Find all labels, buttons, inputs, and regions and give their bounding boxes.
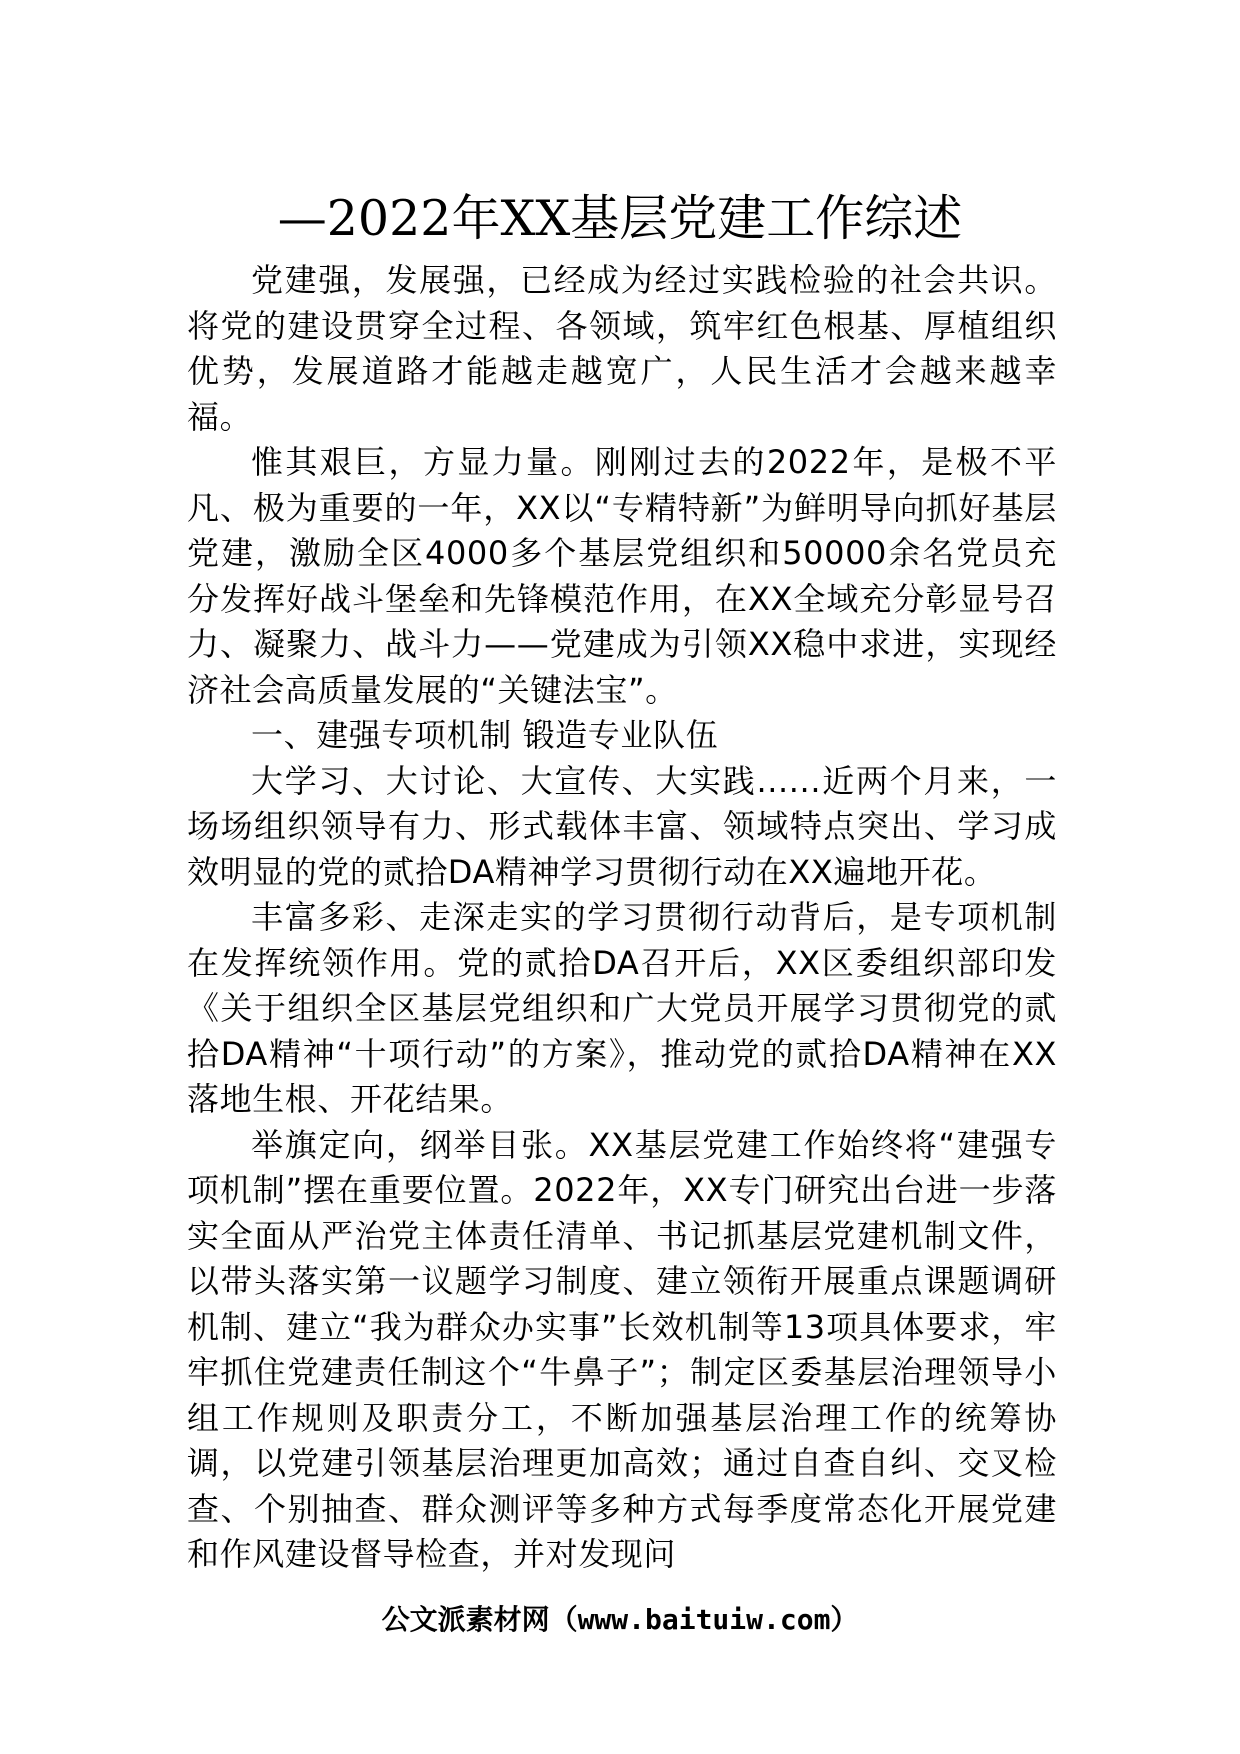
section-heading: 一、建强专项机制 锻造专业队伍 [251, 716, 719, 754]
paragraph-mechanism: 丰富多彩、走深走实的学习贯彻行动背后，是专项机制在发挥统领作用。党的贰拾DA召开后，XX区委组织部印发《关于组织全区基层党组织和广大党员开展学习贯彻党的贰拾DA精神“十项行动”的方案》，推动党的贰拾DA精神在XX落地生根、开花结果。 [187, 898, 1057, 1118]
paragraph-review: 惟其艰巨，方显力量。刚刚过去的2022年，是极不平凡、极为重要的一年，XX以“专精特新”为鲜明导向抓好基层党建，激励全区4000多个基层党组织和50000余名党员充分发挥好战斗堡垒和先锋模范作用，在XX全域充分彰显号召力、凝聚力、战斗力——党建成为引领XX稳中求进，实现经济社会高质量发展的“关键法宝”。 [187, 443, 1057, 709]
paragraph-responsibility: 举旗定向，纲举目张。XX基层党建工作始终将“建强专项机制”摆在重要位置。2022年，XX专门研究出台进一步落实全面从严治党主体责任清单、书记抓基层党建机制文件，以带头落实第一议题学习制度、建立领衔开展重点课题调研机制、建立“我为群众办实事”长效机制等13项具体要求，牢牢抓住党建责任制这个“牛鼻子”；制定区委基层治理领导小组工作规则及职责分工，不断加强基层治理工作的统筹协调，以党建引领基层治理更加高效；通过自查自纠、交叉检查、个别抽查、群众测评等多种方式每季度常态化开展党建和作风建设督导检查，并对发现问 [187, 1125, 1057, 1573]
paragraph-study: 大学习、大讨论、大宣传、大实践......近两个月来，一场场组织领导有力、形式载体丰富、领域特点突出、学习成效明显的党的贰拾DA精神学习贯彻行动在XX遍地开花。 [187, 761, 1057, 891]
page-title: —2022年XX基层党建工作综述 [277, 190, 963, 247]
article-body [187, 258, 1057, 1578]
footer-watermark: 公文派素材网（www.baituiw.com） [381, 1603, 859, 1636]
paragraph-intro: 党建强，发展强，已经成为经过实践检验的社会共识。将党的建设贯穿全过程、各领域，筑牢红色根基、厚植组织优势，发展道路才能越走越宽广，人民生活才会越来越幸福。 [187, 261, 1057, 436]
